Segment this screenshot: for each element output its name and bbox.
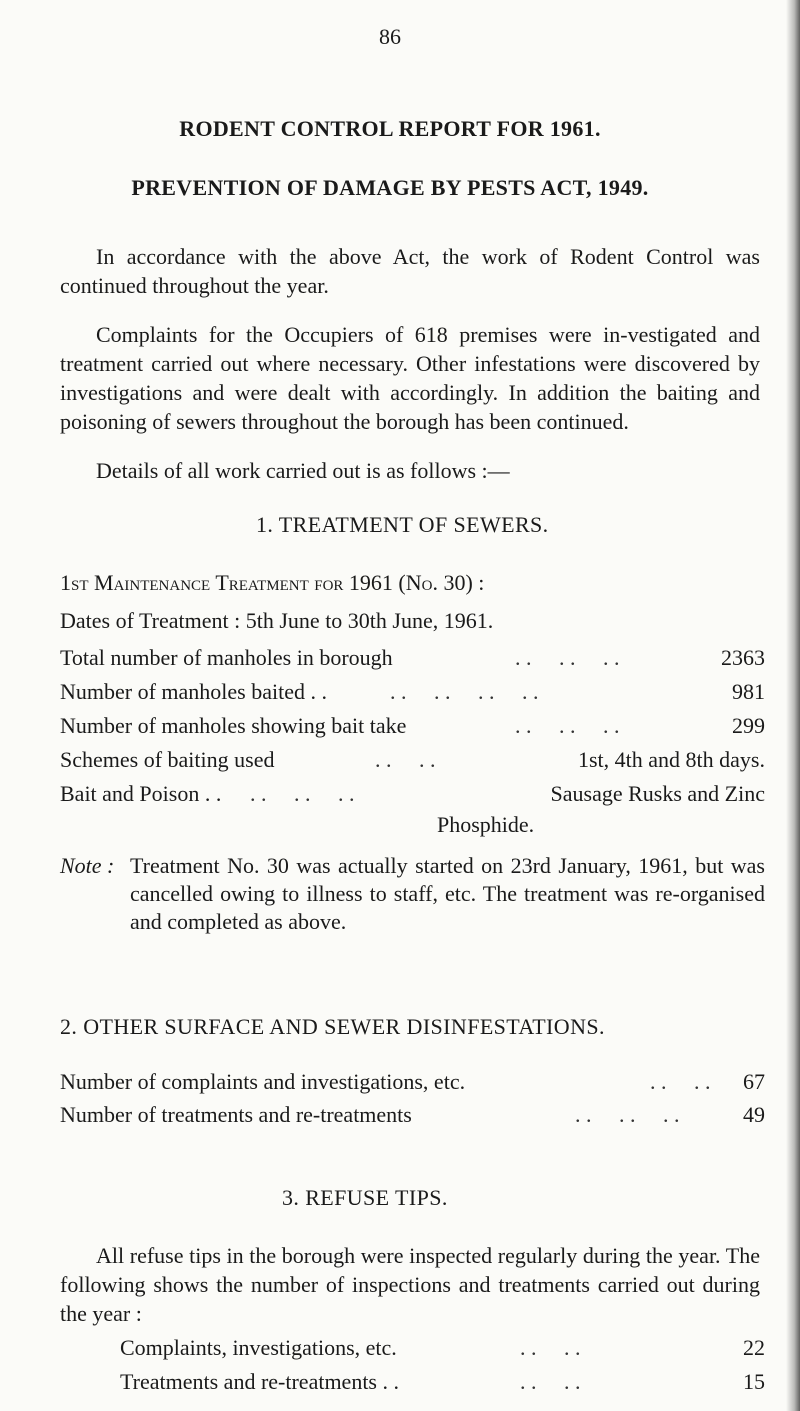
row-value: 49	[743, 1102, 765, 1127]
maintenance-treatment-label: 1st Maintenance Treatment for 1961 (No. 30) :	[60, 570, 485, 595]
table-row	[60, 1069, 765, 1098]
table-row	[120, 1335, 765, 1364]
row-value: 2363	[721, 645, 765, 670]
treatment-dates	[60, 608, 765, 637]
leader-dots: . . . . . . . .	[390, 679, 539, 704]
row-value: 15	[743, 1369, 765, 1394]
leader-dots: . . . .	[650, 1069, 711, 1094]
refuse-tips-paragraph: All refuse tips in the borough were inspected regularly during the year. The following shows the number of inspections and treatments carried out during the year :	[60, 1243, 760, 1326]
row-value: 67	[743, 1069, 765, 1094]
row-value: 22	[743, 1335, 765, 1360]
section-1-title: 1. TREATMENT OF SEWERS.	[256, 512, 549, 537]
row-label: Schemes of baiting used	[60, 747, 275, 772]
note-label: Note :	[60, 853, 115, 878]
section-1-subtitle	[60, 570, 765, 599]
page-number: 86	[379, 24, 401, 49]
row-label: Number of manholes showing bait take	[60, 713, 407, 738]
row-value: Sausage Rusks and Zinc	[550, 781, 765, 806]
table-row	[60, 679, 765, 708]
bait-continuation	[60, 812, 765, 841]
bait-continuation-text: Phosphide.	[437, 812, 535, 837]
leader-dots: . . . .	[520, 1335, 581, 1360]
leader-dots: . . . .	[520, 1369, 581, 1394]
row-label: Number of complaints and investigations, etc.	[60, 1069, 466, 1094]
table-row	[60, 1102, 765, 1131]
table-row	[60, 645, 765, 674]
table-row	[120, 1369, 765, 1398]
leader-dots: . . . . . .	[250, 781, 355, 806]
row-label: Complaints, investigations, etc.	[120, 1335, 397, 1360]
section-3-title: 3. REFUSE TIPS.	[282, 1185, 448, 1210]
row-label: Total number of manholes in borough	[60, 645, 393, 670]
leader-dots: . . . . . .	[515, 713, 620, 738]
intro-paragraph-3: Details of all work carried out is as follows :—	[96, 458, 510, 483]
leader-dots: . . . . . .	[575, 1102, 680, 1127]
section-2-title: 2. OTHER SURFACE AND SEWER DISINFESTATIONS.	[60, 1014, 605, 1039]
table-row	[60, 713, 765, 742]
row-value: 299	[732, 713, 765, 738]
intro-paragraph-2: Complaints for the Occupiers of 618 premises were in-vestigated and treatment carried out where necessary. Other infestations were discovered by investigations and were dealt with accordingly. In addition the baiting and poisoning of sewers throughout the borough has been continued.	[60, 322, 760, 434]
note	[60, 852, 765, 936]
row-value: 1st, 4th and 8th days.	[578, 747, 765, 772]
table-row	[60, 781, 765, 810]
row-label: Bait and Poison . .	[60, 781, 222, 806]
row-label: Number of manholes baited . .	[60, 679, 327, 704]
note-text: Treatment No. 30 was actually started on 23rd January, 1961, but was cancelled owing to illness to staff, etc. The treatment was re-organised and completed as above.	[130, 853, 765, 934]
act-title: PREVENTION OF DAMAGE BY PESTS ACT, 1949.	[131, 175, 649, 200]
table-row	[60, 747, 765, 776]
row-value: 981	[732, 679, 765, 704]
page-edge-shadow	[786, 0, 800, 1411]
row-label: Number of treatments and re-treatments	[60, 1102, 412, 1127]
row-label: Treatments and re-treatments . .	[120, 1369, 399, 1394]
intro-paragraph-1: In accordance with the above Act, the work of Rodent Control was continued throughout the year.	[60, 244, 760, 298]
report-title: RODENT CONTROL REPORT FOR 1961.	[179, 116, 601, 141]
leader-dots: . . . . . .	[515, 645, 620, 670]
treatment-dates-text: Dates of Treatment : 5th June to 30th June, 1961.	[60, 608, 494, 633]
leader-dots: . . . .	[375, 747, 436, 772]
